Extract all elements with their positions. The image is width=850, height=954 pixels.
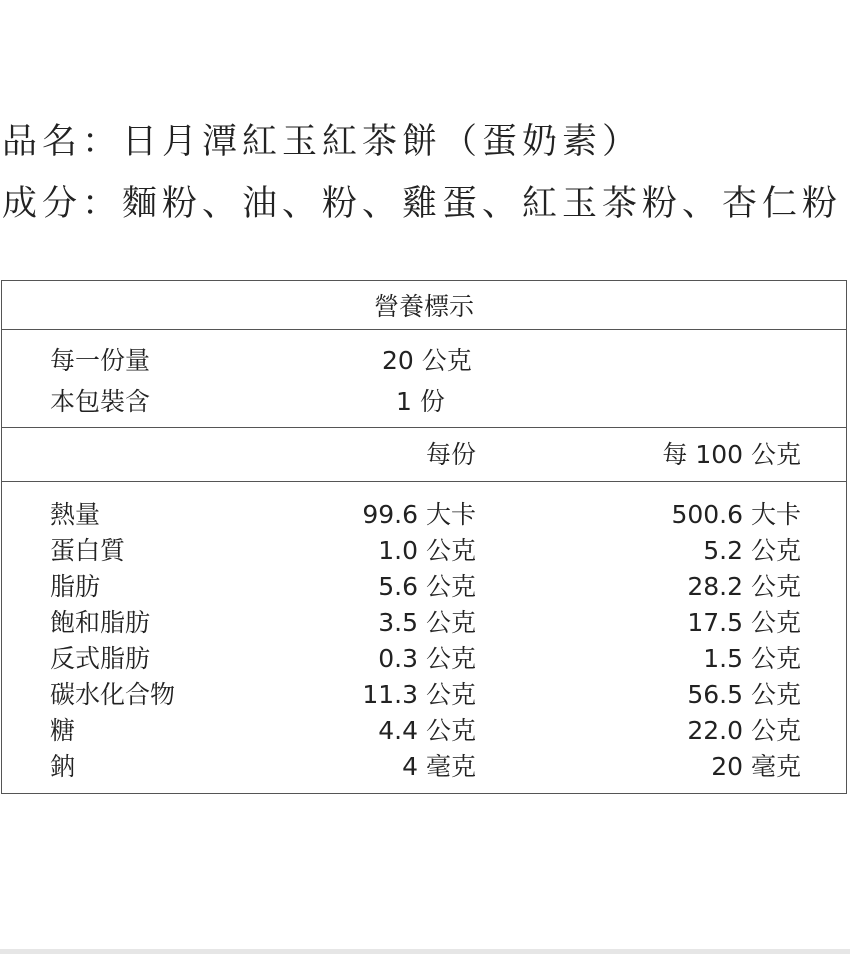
nutrient-name: 脂肪 xyxy=(50,572,101,601)
column-header-per-100g: 每 100 公克 xyxy=(662,440,801,469)
nutrient-per-100g: 28.2 公克 xyxy=(687,572,801,601)
nutrient-per-100g: 500.6 大卡 xyxy=(671,500,801,529)
column-header-per-serving: 每份 xyxy=(425,440,476,469)
nutrient-per-serving: 99.6 大卡 xyxy=(362,500,476,529)
serving-size-label: 每一份量 xyxy=(50,346,151,375)
nutrient-per-serving: 3.5 公克 xyxy=(378,608,476,637)
nutrient-per-serving: 1.0 公克 xyxy=(378,536,476,565)
bottom-bar xyxy=(0,949,850,954)
nutrient-per-100g: 56.5 公克 xyxy=(687,680,801,709)
divider xyxy=(2,329,846,330)
nutrient-per-serving: 5.6 公克 xyxy=(378,572,476,601)
nutrient-per-serving: 4 毫克 xyxy=(402,752,476,781)
nutrient-name: 飽和脂肪 xyxy=(50,608,151,637)
nutrient-name: 熱量 xyxy=(50,500,101,529)
divider xyxy=(2,427,846,428)
divider xyxy=(2,481,846,482)
nutrient-per-100g: 22.0 公克 xyxy=(687,716,801,745)
nutrient-name: 蛋白質 xyxy=(50,536,126,565)
nutrition-title: 營養標示 xyxy=(373,292,474,321)
product-name: 品名：日月潭紅玉紅茶餅（蛋奶素） xyxy=(2,122,643,162)
nutrition-facts-table xyxy=(1,280,847,794)
nutrient-name: 反式脂肪 xyxy=(50,644,151,673)
nutrient-name: 糖 xyxy=(50,716,76,745)
nutrient-per-100g: 17.5 公克 xyxy=(687,608,801,637)
nutrient-name: 鈉 xyxy=(50,752,76,781)
nutrient-per-serving: 0.3 公克 xyxy=(378,644,476,673)
nutrient-per-100g: 20 毫克 xyxy=(711,752,801,781)
servings-value: 1 份 xyxy=(396,387,445,416)
nutrient-per-100g: 1.5 公克 xyxy=(703,644,801,673)
nutrient-per-100g: 5.2 公克 xyxy=(703,536,801,565)
nutrient-name: 碳水化合物 xyxy=(50,680,176,709)
serving-size-value: 20 公克 xyxy=(382,346,472,375)
servings-label: 本包裝含 xyxy=(50,387,151,416)
nutrient-per-serving: 4.4 公克 xyxy=(378,716,476,745)
ingredients-list: 成分：麵粉、油、粉、雞蛋、紅玉茶粉、杏仁粉 xyxy=(2,184,843,224)
nutrient-per-serving: 11.3 公克 xyxy=(362,680,476,709)
